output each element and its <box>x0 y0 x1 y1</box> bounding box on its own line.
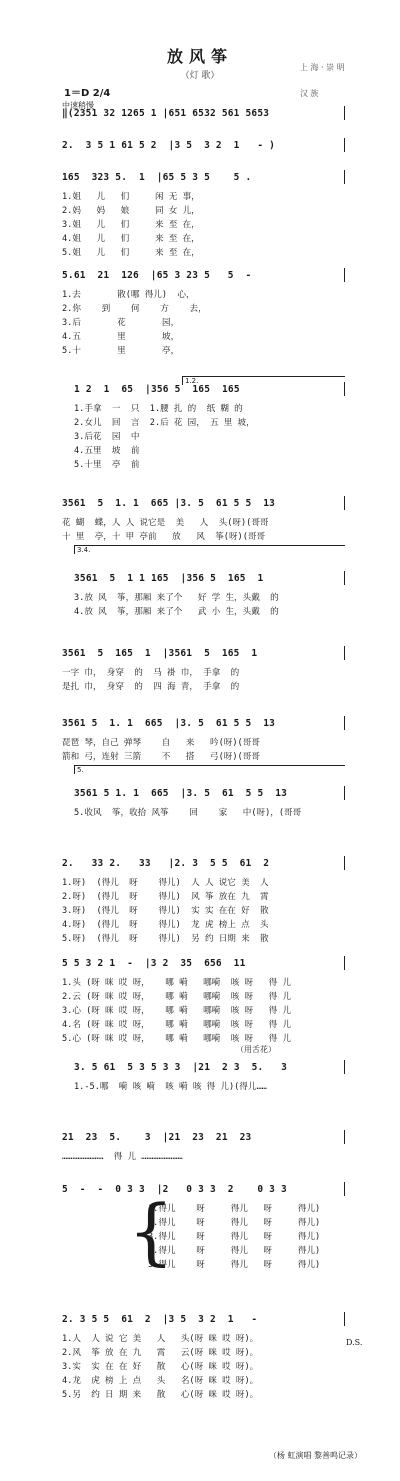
music-line: 3561 5 1. 1 665 |3. 5 61 5 5 13 <box>62 498 276 509</box>
lyric-line: 4.姐 儿 们 来 至 在， <box>62 234 200 244</box>
lyric-line: 琵琶 琴，自己 弹琴 自 来 吟(呀)(哥哥 <box>62 738 260 748</box>
music-line: 3. 5 61 5 3 5 3 3 |21 2 3 5. 3 <box>74 1062 288 1073</box>
music-line: 5 5 3 2 1 - |3 2 35 656 11 <box>62 958 246 969</box>
lyric-line: 5.呀) (得儿 呀 得儿) 另 约 日期 来 散 <box>62 934 269 944</box>
lyric-line: 1.手拿 一 只 1.腰 扎 的 纸 糊 的 <box>74 404 243 414</box>
lyric-line: 5.收风 筝，收拾 风筝 回 家 中(呀)，(哥哥 <box>74 808 302 818</box>
lyric-line: 1.-5.哪 嗬 咳 嗬 咳 嗬 咳 得 儿)(得儿…… <box>74 1082 267 1092</box>
lyric-line: 4.呀) (得儿 呀 得儿) 龙 虎 榜上 点 头 <box>62 920 269 930</box>
music-line: 1 2 1 65 |356 5 165 165 <box>74 384 240 395</box>
lyric-line: 3.后 花 园， <box>62 318 180 328</box>
lyric-line: 5.十里 亭 前 <box>74 460 140 470</box>
ending-bracket-b: 3.4. <box>74 545 345 554</box>
footer-credit: （杨 虹演唱 黎善鸣记录） <box>268 1451 362 1460</box>
lyric-line: 2.女儿 回 言 2.后 花 园， 五 里 坡， <box>74 418 255 428</box>
lyric-line: …………………… 得 儿 …………………… <box>62 1152 183 1162</box>
lyric-line: 2.你 到 何 方 去， <box>62 304 207 314</box>
lyric-line: 4.得儿 呀 得儿 呀 得儿) <box>148 1246 321 1256</box>
lyric-line: 2.呀) (得儿 呀 得儿) 风 筝 放在 九 霄 <box>62 892 269 902</box>
lyric-line: 3.心 (呀 咪 哎 呀， 哪 嗬 哪嗬 咳 呀 得 儿 <box>62 1006 291 1016</box>
barline <box>344 170 345 184</box>
lyric-line: 3.实 实 在 在 好 散 心(呀 咪 哎 呀)。 <box>62 1362 259 1372</box>
lyric-line: 3.后花 园 中 <box>74 432 140 442</box>
lyric-line: 2.得儿 呀 得儿 呀 得儿) <box>148 1218 321 1228</box>
performance-note: D.S. <box>346 1338 363 1347</box>
lyric-line: 2.云 (呀 咪 哎 呀， 哪 嗬 哪嗬 咳 呀 得 儿 <box>62 992 291 1002</box>
lyric-line: 十 里 亭，十 甲 亭前 放 风 筝(呀)(哥哥 <box>62 532 266 542</box>
barline <box>344 1182 345 1196</box>
barline <box>344 786 345 800</box>
lyric-line: 2.妈 妈 娘 同 女 儿， <box>62 206 200 216</box>
lyric-line: 4.名 (呀 咪 哎 呀， 哪 嗬 哪嗬 咳 呀 得 儿 <box>62 1020 291 1030</box>
lyric-line: 5.另 约 日 期 来 散 心(呀 咪 哎 呀)。 <box>62 1390 259 1400</box>
lyric-line: 3.得儿 呀 得儿 呀 得儿) <box>148 1232 321 1242</box>
lyric-line: 2.风 筝 放 在 九 霄 云(呀 咪 哎 呀)。 <box>62 1348 259 1358</box>
music-line: 165 323 5. 1 |65 5 3 5 5 . <box>62 172 252 183</box>
lyric-line: 3.呀) (得儿 呀 得儿) 实 实 在在 好 散 <box>62 906 269 916</box>
music-line: 21 23 5. 3 |21 23 21 23 <box>62 1132 252 1143</box>
barline <box>344 106 345 120</box>
lyric-line: 箭和 弓，连射 三箭 不 搭 弓(呀)(哥哥 <box>62 752 260 762</box>
lyric-line: 1.得儿 呀 得儿 呀 得儿) <box>148 1204 321 1214</box>
lyric-line: 是扎 巾， 身穿 的 四 海 青， 手拿 的 <box>62 682 240 692</box>
lyric-line: 3.姐 儿 们 来 至 在， <box>62 220 200 230</box>
tempo-marking: 中速稍慢 <box>62 101 94 110</box>
barline <box>344 268 345 282</box>
lyric-line: 1.呀) (得儿 呀 得儿) 人 人 说它 美 人 <box>62 878 269 888</box>
lyric-line: 4.五里 坡 前 <box>74 446 140 456</box>
lyric-line: 一字 巾， 身穿 的 马 褂 巾， 手拿 的 <box>62 668 240 678</box>
lyric-line: 4.龙 虎 榜 上 点 头 名(呀 咪 哎 呀)。 <box>62 1376 259 1386</box>
music-line: 2. 3 5 5 61 2 |3 5 3 2 1 - <box>62 1314 258 1325</box>
barline <box>344 571 345 585</box>
barline <box>344 1130 345 1144</box>
barline <box>344 716 345 730</box>
lyric-line: 5.十 里 亭， <box>62 346 180 356</box>
lyric-line: 4.放 风 筝，那厢 来了个 武 小 生，头戴 的 <box>74 607 279 617</box>
song-subtitle: （灯 歌） <box>180 71 220 81</box>
credit-role: 汉 族 <box>300 89 319 98</box>
lyric-line: 1.人 人 说 它 美 人 头(呀 咪 哎 呀)。 <box>62 1334 259 1344</box>
music-line: ‖(2351 32 1265 1 |651 6532 561 5653 <box>62 108 270 119</box>
barline <box>344 646 345 660</box>
key-signature: 1＝D 2/4 <box>64 88 111 99</box>
song-title: 放风筝 <box>166 47 233 66</box>
lyric-line: 5.心 (呀 咪 哎 呀， 哪 嗬 哪嗬 咳 呀 得 儿 <box>62 1034 291 1044</box>
lyric-line: 5.得儿 呀 得儿 呀 得儿) <box>148 1260 321 1270</box>
barline <box>344 496 345 510</box>
music-line: 5.61 21 126 |65 3 23 5 5 - <box>62 270 252 281</box>
lyric-line: 1.头 (呀 咪 哎 呀， 哪 嗬 哪嗬 咳 呀 得 儿 <box>62 978 291 988</box>
credit-region: 上 海 · 崇 明 <box>300 63 345 72</box>
barline <box>344 138 345 152</box>
music-line: 3561 5 1. 1 665 |3. 5 61 5 5 13 <box>62 718 276 729</box>
music-line: 5 - - 0 3 3 |2 0 3 3 2 0 3 3 <box>62 1184 287 1195</box>
lyric-line: 5.姐 儿 们 来 至 在， <box>62 248 200 258</box>
barline <box>344 856 345 870</box>
barline <box>344 956 345 970</box>
lyric-line: 1.去 散(哪 得儿) 心， <box>62 290 195 300</box>
music-line: 3561 5 1. 1 665 |3. 5 61 5 5 13 <box>74 788 288 799</box>
ending-bracket-c: 5. <box>74 765 345 774</box>
barline <box>344 1060 345 1074</box>
music-line: 3561 5 1 1 165 |356 5 165 1 <box>74 573 264 584</box>
ending-bracket-a: 1.2. <box>182 376 345 385</box>
barline <box>344 1312 345 1326</box>
music-line: 2. 3 5 1 61 5 2 |3 5 3 2 1 - ) <box>62 140 276 151</box>
lyric-line: 4.五 里 坡， <box>62 332 180 342</box>
music-line: 3561 5 165 1 |3561 5 165 1 <box>62 648 258 659</box>
lyric-line: 3.放 风 筝，那厢 来了个 好 学 生，头戴 的 <box>74 593 279 603</box>
lyric-line: 花 蝴 蝶，人 人 说它是 美 人 头(呀)(哥哥 <box>62 518 269 528</box>
music-line: 2. 33 2. 33 |2. 3 5 5 61 2 <box>62 858 270 869</box>
brace-verses: { <box>128 1189 174 1273</box>
lyric-line: 1.姐 儿 们 闲 无 事， <box>62 192 200 202</box>
performance-note: （用舌花） <box>236 1045 276 1054</box>
